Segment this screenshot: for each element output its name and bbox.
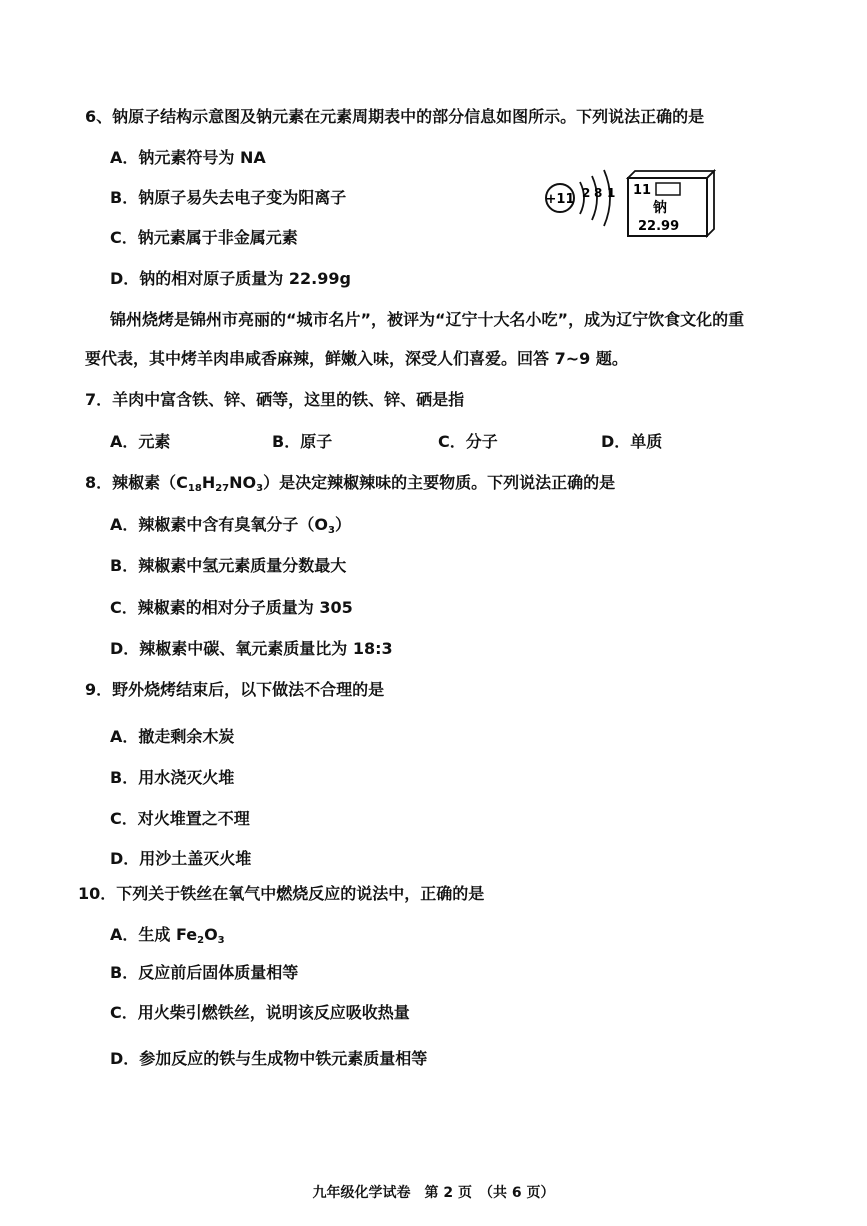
cell-side-face xyxy=(707,171,714,236)
nucleus-charge: +11 xyxy=(545,192,575,207)
q10-option-a xyxy=(110,924,225,946)
q6-option-d: D．钠的相对原子质量为 22.99g xyxy=(110,269,351,288)
q8-opt-a-post: ） xyxy=(334,515,351,534)
page-footer: 九年级化学试卷 第 2 页 （共 6 页） xyxy=(312,1185,555,1201)
q10-opt-a-mid: O xyxy=(204,925,218,944)
q10-opt-a-sub1: 2 xyxy=(197,935,205,946)
q8-sub-o: 3 xyxy=(256,483,264,494)
question-6-stem: 6、钠原子结构示意图及钠元素在元素周期表中的部分信息如图所示。下列说法正确的是 xyxy=(85,107,705,126)
q7-option-a: A．元素 xyxy=(110,432,171,451)
symbol-placeholder-box xyxy=(656,183,680,195)
q10-opt-a-pre: A．生成 Fe xyxy=(110,925,198,944)
q8-sub-c: 18 xyxy=(187,483,202,494)
question-8-stem xyxy=(85,472,615,494)
question-9-stem: 9．野外烧烤结束后，以下做法不合理的是 xyxy=(85,680,385,699)
atomic-number: 11 xyxy=(633,183,652,198)
q6-option-b: B．钠原子易失去电子变为阳离子 xyxy=(110,188,347,207)
q8-stem-h: H xyxy=(201,473,216,492)
q8-option-a xyxy=(110,514,351,536)
cell-top-face xyxy=(628,171,714,178)
q8-opt-a-sub: 3 xyxy=(328,525,335,536)
q8-option-b: B．辣椒素中氢元素质量分数最大 xyxy=(110,556,347,575)
q9-option-c: C．对火堆置之不理 xyxy=(110,809,250,828)
q8-sub-h: 27 xyxy=(215,483,230,494)
q8-stem-post: ）是决定辣椒辣味的主要物质。下列说法正确的是 xyxy=(263,473,616,492)
q7-option-b: B．原子 xyxy=(272,432,333,451)
shell-electrons-2: 8 xyxy=(594,186,603,200)
q10-option-c: C．用火柴引燃铁丝，说明该反应吸收热量 xyxy=(110,1003,410,1022)
q8-stem-pre: 8．辣椒素（C xyxy=(85,473,188,492)
q9-option-b: B．用水浇灭火堆 xyxy=(110,768,235,787)
q6-option-a: A．钠元素符号为 NA xyxy=(110,148,266,167)
passage-line-2: 要代表，其中烤羊肉串咸香麻辣，鲜嫩入味，深受人们喜爱。回答 7~9 题。 xyxy=(85,349,628,368)
element-name: 钠 xyxy=(653,200,667,216)
sodium-diagram-svg xyxy=(540,160,720,240)
q8-stem-no: NO xyxy=(229,473,257,492)
shell-electrons-3: 1 xyxy=(607,186,616,200)
q10-option-b: B．反应前后固体质量相等 xyxy=(110,963,299,982)
question-10-stem: 10．下列关于铁丝在氧气中燃烧反应的说法中，正确的是 xyxy=(78,884,485,903)
q8-opt-a-pre: A．辣椒素中含有臭氧分子（O xyxy=(110,515,328,534)
q10-opt-a-sub2: 3 xyxy=(217,935,225,946)
q9-option-d: D．用沙土盖灭火堆 xyxy=(110,849,252,868)
q7-option-c: C．分子 xyxy=(438,432,498,451)
q8-option-d: D．辣椒素中碳、氧元素质量比为 18:3 xyxy=(110,639,393,658)
shell-electrons-1: 2 xyxy=(582,186,591,200)
q7-option-d: D．单质 xyxy=(601,432,663,451)
atomic-mass: 22.99 xyxy=(638,219,680,234)
q6-option-c: C．钠元素属于非金属元素 xyxy=(110,228,298,247)
q9-option-a: A．撤走剩余木炭 xyxy=(110,727,235,746)
passage-line-1: 锦州烧烤是锦州市亮丽的“城市名片”，被评为“辽宁十大名小吃”，成为辽宁饮食文化的重 xyxy=(110,310,745,329)
q8-option-c: C．辣椒素的相对分子质量为 305 xyxy=(110,598,353,617)
question-7-stem: 7．羊肉中富含铁、锌、硒等，这里的铁、锌、硒是指 xyxy=(85,390,465,409)
q10-option-d: D．参加反应的铁与生成物中铁元素质量相等 xyxy=(110,1049,428,1068)
sodium-figure xyxy=(540,160,720,240)
